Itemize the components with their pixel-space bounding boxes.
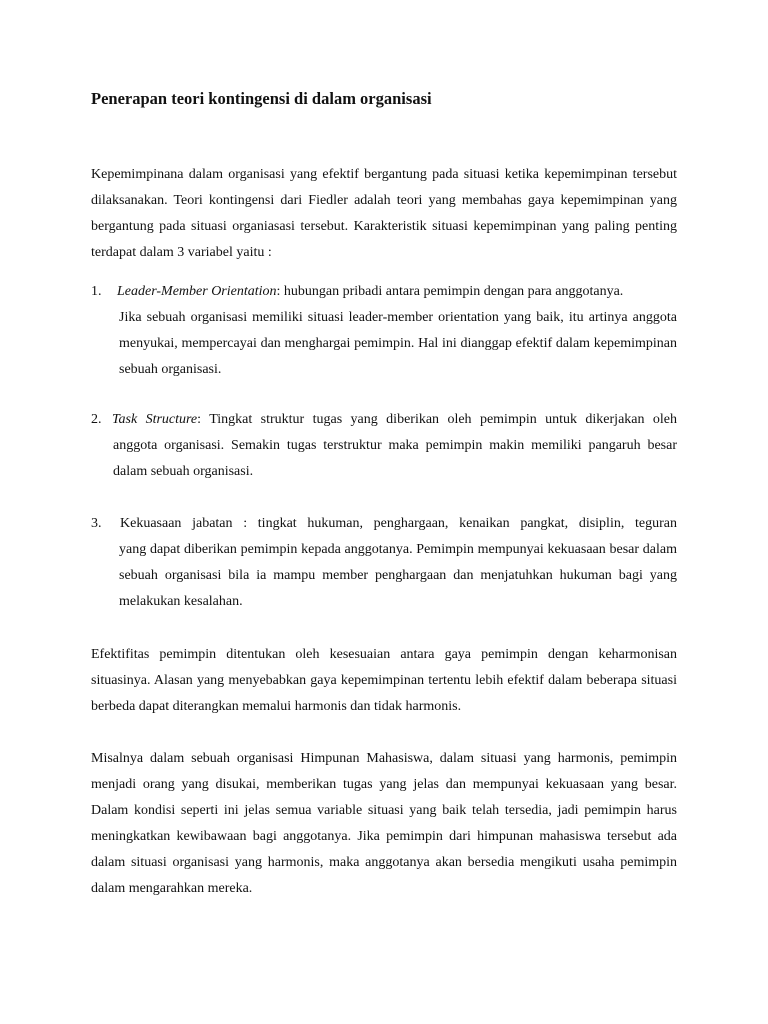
list-item-1-number: 1. (91, 284, 102, 299)
list-item-2 (91, 407, 677, 485)
list-item-1-first-line (91, 279, 677, 305)
list-item-1-body: Jika sebuah organisasi memiliki situasi leader-member orientation yang baik, itu artinya anggota menyukai, mempercayai dan menghargai pemimpin. Hal ini dianggap efektif dalam kepemimpinan sebuah organisasi. (119, 310, 677, 377)
list-item-1-term: Leader-Member Orientation (117, 284, 277, 299)
list-item-2-body: anggota organisasi. Semakin tugas terstruktur maka pemimpin makin memiliki pangaruh besar dalam sebuah organisasi. (113, 438, 677, 479)
misalnya-paragraph: Misalnya dalam sebuah organisasi Himpunan Mahasiswa, dalam situasi yang harmonis, pemimpin menjadi orang yang disukai, memberikan tugas yang jelas dan mempunyai kekuasaan yang besar. Dalam kondisi seperti ini jelas semua variable situasi yang baik telah tersedia, jadi pemimpin harus meningkatkan kewibawaan bagi anggotanya. Jika pemimpin dari himpunan mahasiswa tersebut ada dalam situasi organisasi yang harmonis, maka anggotanya akan bersedia mengikuti usaha pemimpin dalam mengarahkan mereka. (91, 751, 677, 896)
list-item-3-body: yang dapat diberikan pemimpin kepada anggotanya. Pemimpin mempunyai kekuasaan besar dalam sebuah organisasi bila ia mampu member penghargaan dan menjatuhkan hukuman bagi yang melakukan kesalahan. (119, 542, 677, 609)
list-item-1 (91, 279, 677, 383)
list-item-2-number: 2. (91, 412, 102, 427)
page-title: Penerapan teori kontingensi di dalam organisasi (91, 89, 432, 108)
list-item-2-term: Task Structure (112, 412, 198, 427)
list-item-3 (91, 511, 677, 615)
list-item-2-first-line (91, 407, 677, 433)
intro-paragraph: Kepemimpinana dalam organisasi yang efektif bergantung pada situasi ketika kepemimpinan tersebut dilaksanakan. Teori kontingensi dari Fiedler adalah teori yang membahas gaya kepemimpinan yang bergantung pada situasi organiasasi tersebut. Karakteristik situasi kepemimpinan yang paling penting terdapat dalam 3 variabel yaitu : (91, 167, 677, 260)
list-item-1-lead: : hubungan pribadi antara pemimpin dengan para anggotanya. (276, 284, 624, 299)
list-item-3-number: 3. (91, 516, 102, 531)
list-item-3-lead: Kekuasaan jabatan : tingkat hukuman, penghargaan, kenaikan pangkat, disiplin, teguran (120, 516, 677, 531)
list-item-3-first-line (91, 511, 677, 537)
efektifitas-paragraph: Efektifitas pemimpin ditentukan oleh kesesuaian antara gaya pemimpin dengan keharmonisan situasinya. Alasan yang menyebabkan gaya kepemimpinan tertentu lebih efektif dalam beberapa situasi berbeda dapat diterangkan memalui harmonis dan tidak harmonis. (91, 647, 677, 714)
list-item-2-lead: : Tingkat struktur tugas yang diberikan oleh pemimpin untuk dikerjakan oleh (197, 412, 678, 427)
